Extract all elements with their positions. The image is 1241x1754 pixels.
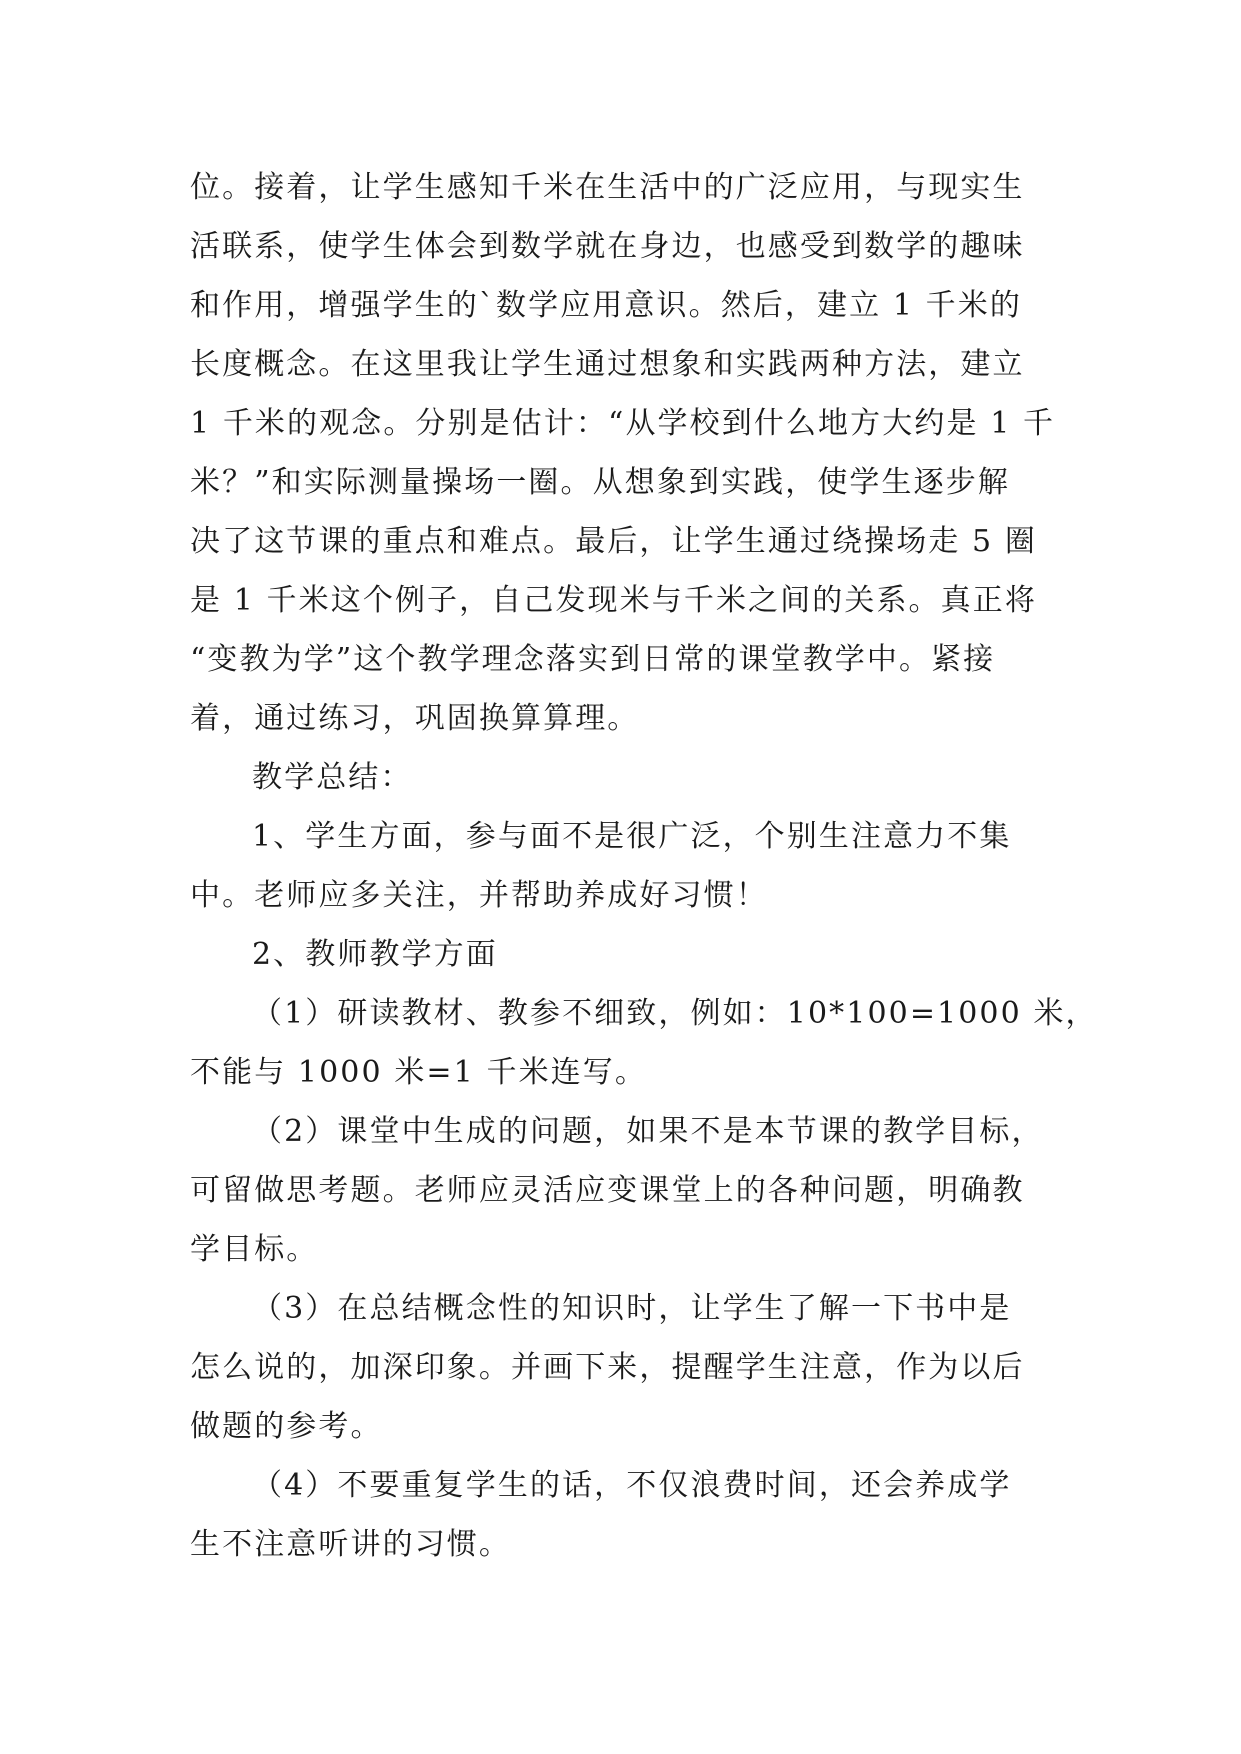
paragraph-line: 和作用，增强学生的`数学应用意识。然后，建立 1 千米的 (190, 288, 1022, 323)
paragraph-line: 是 1 千米这个例子，自己发现米与千米之间的关系。真正将 (190, 583, 1037, 618)
paragraph-line: 长度概念。在这里我让学生通过想象和实践两种方法，建立 (190, 347, 1025, 382)
paragraph-line: 着，通过练习，巩固换算算理。 (190, 701, 640, 736)
section-heading: 教学总结： (252, 760, 413, 795)
paragraph-line: （4）不要重复学生的话，不仅浪费时间，还会养成学 (252, 1468, 1012, 1503)
paragraph-line: （2）课堂中生成的问题，如果不是本节课的教学目标， (252, 1114, 1044, 1149)
paragraph-line: 决了这节课的重点和难点。最后，让学生通过绕操场走 5 圈 (190, 524, 1037, 559)
paragraph-line: （1）研读教材、教参不细致，例如：10*100=1000 米， (252, 996, 1098, 1031)
paragraph-line: （3）在总结概念性的知识时，让学生了解一下书中是 (252, 1291, 1012, 1326)
paragraph-line: “变教为学”这个教学理念落实到日常的课堂教学中。紧接 (190, 642, 996, 677)
paragraph-line: 2、教师教学方面 (252, 937, 498, 972)
paragraph-line: 1 千米的观念。分别是估计：“从学校到什么地方大约是 1 千 (190, 406, 1056, 441)
paragraph-line: 活联系，使学生体会到数学就在身边，也感受到数学的趣味 (190, 229, 1025, 264)
document-body (190, 158, 1098, 1574)
paragraph-line: 1、学生方面，参与面不是很广泛，个别生注意力不集 (252, 819, 1012, 854)
paragraph-line: 米？”和实际测量操场一圈。从想象到实践，使学生逐步解 (190, 465, 1010, 500)
paragraph-line: 生不注意听讲的习惯。 (190, 1527, 511, 1562)
paragraph-line: 怎么说的，加深印象。并画下来，提醒学生注意，作为以后 (190, 1350, 1025, 1385)
paragraph-line: 可留做思考题。老师应灵活应变课堂上的各种问题，明确教 (190, 1173, 1025, 1208)
paragraph-line: 不能与 1000 米=1 千米连写。 (190, 1055, 647, 1090)
paragraph-line: 做题的参考。 (190, 1409, 383, 1444)
paragraph-line: 位。接着，让学生感知千米在生活中的广泛应用，与现实生 (190, 170, 1025, 205)
paragraph-line: 中。老师应多关注，并帮助养成好习惯！ (190, 878, 768, 913)
paragraph-line: 学目标。 (190, 1232, 319, 1267)
